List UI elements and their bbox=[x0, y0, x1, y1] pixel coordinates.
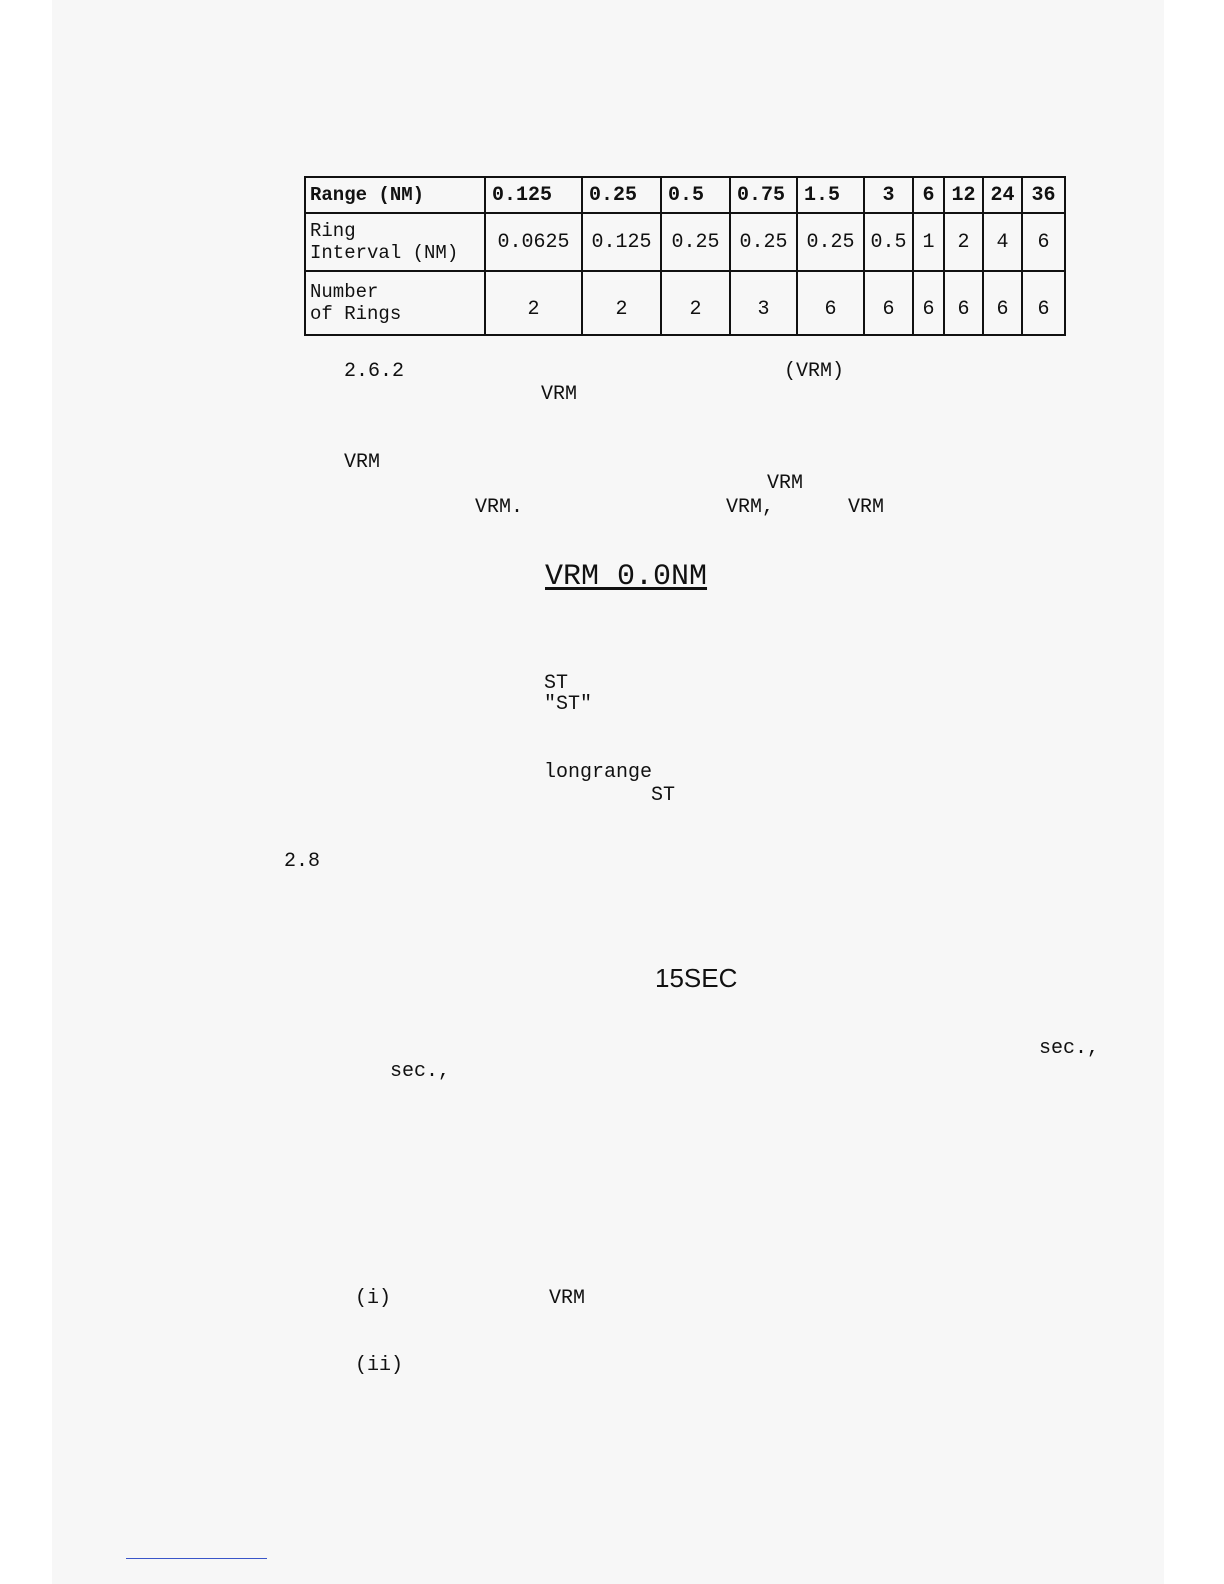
section-number-2-8: 2.8 bbox=[284, 850, 321, 873]
table-cell: 6 bbox=[914, 272, 945, 334]
table-cell: 2 bbox=[662, 272, 731, 334]
footnote-separator-line bbox=[126, 1558, 267, 1559]
vrm-term: VRM, bbox=[726, 496, 775, 519]
range-header: Range (NM) bbox=[310, 184, 425, 206]
table-cell: 2 bbox=[945, 214, 984, 272]
table-cell: 6 bbox=[914, 178, 945, 214]
table-cell: 36 bbox=[1023, 178, 1064, 214]
table-cell: 6 bbox=[1023, 214, 1064, 272]
table-cell: 0.125 bbox=[486, 178, 583, 214]
table-cell: 24 bbox=[984, 178, 1023, 214]
table-cell: 6 bbox=[945, 272, 984, 334]
table-cell: 6 bbox=[984, 272, 1023, 334]
table-cell: 3 bbox=[731, 272, 798, 334]
table-cell: 1 bbox=[914, 214, 945, 272]
vrm-term: VRM bbox=[541, 383, 578, 406]
table-row-header bbox=[306, 214, 486, 272]
sec-unit: sec., bbox=[1039, 1037, 1100, 1060]
section-number-2-6-2: 2.6.2 bbox=[344, 360, 405, 383]
st-term: ST bbox=[544, 672, 569, 695]
table-cell: 6 bbox=[798, 272, 865, 334]
vrm-term: VRM bbox=[767, 472, 804, 495]
ring-interval-header: Ring Interval (NM) bbox=[310, 220, 459, 264]
vrm-abbreviation: (VRM) bbox=[784, 360, 845, 383]
table-cell: 4 bbox=[984, 214, 1023, 272]
table-cell: 2 bbox=[583, 272, 662, 334]
table-row-header bbox=[306, 178, 486, 214]
table-cell: 0.25 bbox=[731, 214, 798, 272]
table-row-header bbox=[306, 272, 486, 334]
vrm-term: VRM. bbox=[475, 496, 524, 519]
range-ring-table bbox=[304, 176, 1066, 336]
number-of-rings-header: Number of Rings bbox=[310, 281, 402, 325]
vrm-term: VRM bbox=[848, 496, 885, 519]
table-cell: 2 bbox=[486, 272, 583, 334]
st-quoted-term: "ST" bbox=[544, 693, 593, 716]
table-cell: 0.0625 bbox=[486, 214, 583, 272]
table-cell: 3 bbox=[865, 178, 914, 214]
table-cell: 0.25 bbox=[798, 214, 865, 272]
vrm-display-readout: VRM 0.0NM bbox=[545, 560, 708, 594]
sec-display-readout: 15SEC bbox=[655, 963, 738, 993]
list-item-marker-ii: (ii) bbox=[355, 1354, 404, 1377]
table-cell: 6 bbox=[1037, 297, 1050, 321]
table-cell: 0.25 bbox=[662, 214, 731, 272]
st-term: ST bbox=[651, 784, 676, 807]
table-cell: 0.5 bbox=[865, 214, 914, 272]
table-cell: 0.25 bbox=[583, 178, 662, 214]
table-cell: 0.125 bbox=[583, 214, 662, 272]
vrm-term: VRM bbox=[344, 451, 381, 474]
longrange-term: longrange bbox=[544, 761, 653, 784]
table-cell: 12 bbox=[945, 178, 984, 214]
table-cell: 1.5 bbox=[798, 178, 865, 214]
vrm-term: VRM bbox=[549, 1287, 586, 1310]
table-cell: 0.75 bbox=[731, 178, 798, 214]
sec-unit: sec., bbox=[390, 1060, 451, 1083]
list-item-marker-i: (i) bbox=[355, 1287, 392, 1310]
table-cell: 6 bbox=[865, 272, 914, 334]
table-cell: 0.5 bbox=[662, 178, 731, 214]
